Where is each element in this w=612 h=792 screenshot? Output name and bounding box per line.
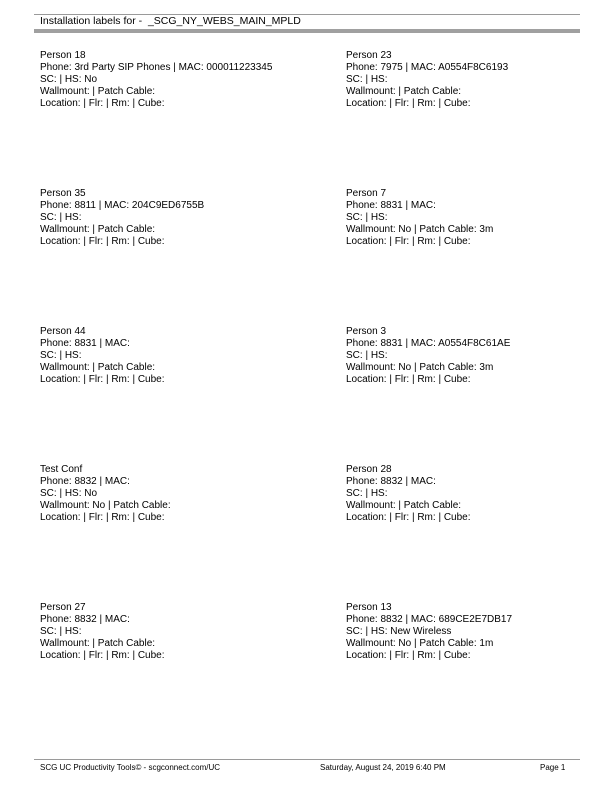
label-person: Person 44 (40, 326, 86, 337)
label-location: Location: | Flr: | Rm: | Cube: (346, 650, 471, 661)
label-wallmount: Wallmount: No | Patch Cable: 3m (346, 362, 494, 373)
label-wallmount: Wallmount: | Patch Cable: (40, 86, 156, 97)
label-location: Location: | Flr: | Rm: | Cube: (40, 650, 165, 661)
label-sc-hs: SC: | HS: No (40, 488, 98, 499)
label-location: Location: | Flr: | Rm: | Cube: (346, 98, 471, 109)
label-location: Location: | Flr: | Rm: | Cube: (346, 512, 471, 523)
label-wallmount: Wallmount: | Patch Cable: (40, 224, 156, 235)
install-label (40, 464, 310, 524)
label-sc-hs: SC: | HS: (346, 488, 388, 499)
label-phone: Phone: 3rd Party SIP Phones | MAC: 000011223345 (40, 62, 273, 73)
label-wallmount: Wallmount: | Patch Cable: (346, 86, 462, 97)
label-phone: Phone: 8832 | MAC: 689CE2E7DB17 (346, 614, 513, 625)
label-location: Location: | Flr: | Rm: | Cube: (40, 374, 165, 385)
label-sc-hs: SC: | HS: (346, 74, 388, 85)
label-location: Location: | Flr: | Rm: | Cube: (346, 374, 471, 385)
label-person: Person 3 (346, 326, 387, 337)
install-label (346, 50, 612, 110)
label-person: Person 13 (346, 602, 392, 613)
label-phone: Phone: 8831 | MAC: (40, 338, 130, 349)
install-label (346, 188, 612, 248)
label-sc-hs: SC: | HS: (40, 212, 82, 223)
label-location: Location: | Flr: | Rm: | Cube: (346, 236, 471, 247)
label-sc-hs: SC: | HS: (40, 626, 82, 637)
label-person: Person 35 (40, 188, 86, 199)
label-phone: Phone: 8831 | MAC: (346, 200, 436, 211)
label-person: Person 7 (346, 188, 387, 199)
label-person: Person 28 (346, 464, 392, 475)
label-wallmount: Wallmount: No | Patch Cable: 1m (346, 638, 494, 649)
label-location: Location: | Flr: | Rm: | Cube: (40, 512, 165, 523)
install-label (40, 50, 310, 110)
page-title: Installation labels for - _SCG_NY_WEBS_MAIN_MPLD (40, 15, 301, 27)
label-person: Person 23 (346, 50, 392, 61)
label-wallmount: Wallmount: No | Patch Cable: (40, 500, 171, 511)
label-wallmount: Wallmount: | Patch Cable: (40, 362, 156, 373)
footer-rule (34, 759, 580, 760)
label-phone: Phone: 8832 | MAC: (346, 476, 436, 487)
label-phone: Phone: 8832 | MAC: (40, 614, 130, 625)
install-label (346, 602, 612, 662)
footer-credit: SCG UC Productivity Tools© - scgconnect.com/UC (40, 763, 221, 772)
label-sc-hs: SC: | HS: (346, 212, 388, 223)
label-wallmount: Wallmount: No | Patch Cable: 3m (346, 224, 494, 235)
label-wallmount: Wallmount: | Patch Cable: (40, 638, 156, 649)
install-label (40, 326, 310, 386)
header-bottom-rule (34, 29, 580, 33)
footer-timestamp: Saturday, August 24, 2019 6:40 PM (320, 763, 446, 772)
label-sc-hs: SC: | HS: (346, 350, 388, 361)
label-phone: Phone: 8832 | MAC: (40, 476, 130, 487)
install-label (346, 464, 612, 524)
label-wallmount: Wallmount: | Patch Cable: (346, 500, 462, 511)
footer-page-number: Page 1 (540, 763, 566, 772)
label-phone: Phone: 7975 | MAC: A0554F8C6193 (346, 62, 509, 73)
label-sc-hs: SC: | HS: No (40, 74, 98, 85)
label-person: Person 18 (40, 50, 86, 61)
label-person: Test Conf (40, 464, 83, 475)
label-sc-hs: SC: | HS: New Wireless (346, 626, 452, 637)
install-label (40, 602, 310, 662)
label-phone: Phone: 8831 | MAC: A0554F8C61AE (346, 338, 511, 349)
install-label (346, 326, 612, 386)
install-label (40, 188, 310, 248)
label-location: Location: | Flr: | Rm: | Cube: (40, 236, 165, 247)
label-location: Location: | Flr: | Rm: | Cube: (40, 98, 165, 109)
label-person: Person 27 (40, 602, 86, 613)
label-sc-hs: SC: | HS: (40, 350, 82, 361)
label-phone: Phone: 8811 | MAC: 204C9ED6755B (40, 200, 205, 211)
